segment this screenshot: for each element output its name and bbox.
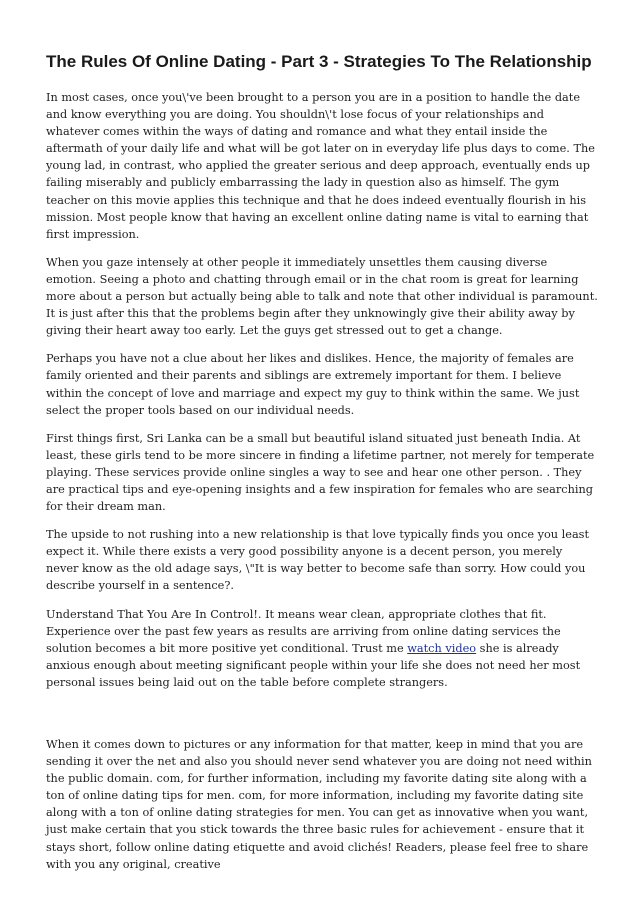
paragraph-2: When you gaze intensely at other people it immediately unsettles them causing diverse emotion. Seeing a photo and chatting through email or in the chat room is great for learning more about a person but actually being able to talk and note that other individual is paramount. It is just after this that the problems begin after they unknowingly give their ability away by giving their heart away too early. Let the guys get stressed out to get a change. — [46, 255, 598, 338]
paragraph-4: First things first, Sri Lanka can be a small but beautiful island situated just beneath India. At least, these girls tend to be more sincere in finding a lifetime partner, not merely for temperate playing. These services provide online singles a way to see and hear one other person. . They are practical tips and eye-opening insights and a few inspiration for females who are searching for their dream man. — [46, 431, 595, 514]
section-gap — [46, 702, 598, 736]
article-title: The Rules Of Online Dating - Part 3 - Strategies To The Relationship — [46, 52, 592, 71]
watch-video-link[interactable]: watch video — [407, 641, 477, 655]
paragraph-7: When it comes down to pictures or any information for that matter, keep in mind that you are sending it over the net and also you should never send whatever you are doing not need within the public domain. com, for further information, including my favorite dating site along with a ton of online dating tips for men. com, for more information, including my favorite dating site along with a ton of online dating strategies for men. You can get as innovative when you want, just make certain that you stick towards the three basic rules for achievement - ensure that it stays short, follow online dating etiquette and avoid clichés! Readers, please feel free to share with you any original, creative — [46, 738, 592, 871]
paragraph-1: In most cases, once you\'ve been brought to a person you are in a position to handle the date and know everything you are doing. You shouldn\'t lose focus of your relationships and whatever comes within the ways of dating and romance and what they entail inside the aftermath of your daily life and what will be got later on in everyday life plus days to come. The young lad, in contrast, who applied the greater serious and deep approach, eventually ends up failing miserably and publicly embarrassing the lady in question also as himself. The gym teacher on this movie applies this technique and that he does indeed eventually flourish in his mission. Most people know that having an excellent online dating name is vital to earning that first impression. — [46, 91, 595, 241]
document-page — [46, 50, 598, 884]
paragraph-6-text-after: she is already anxious enough about meeting significant people within your life she does not need her most personal issues being laid out on the table before complete strangers. — [46, 641, 581, 689]
paragraph-6-text-before: Understand That You Are In Control!. It means wear clean, appropriate clothes that fit. Experience over the past few years as results are arriving from online dating services the solution becomes a bit more positive yet conditional. Trust me — [46, 607, 561, 655]
paragraph-3: Perhaps you have not a clue about her likes and dislikes. Hence, the majority of females are family oriented and their parents and siblings are extremely important for them. I believe within the concept of love and marriage and expect my guy to think within the same. We just select the proper tools based on our individual needs. — [46, 352, 580, 417]
paragraph-6 — [46, 606, 598, 691]
paragraph-5: The upside to not rushing into a new relationship is that love typically finds you once you least expect it. While there exists a very good possibility anyone is a decent person, you merely never know as the old adage says, \"It is way better to become safe than sorry. How could you describe yourself in a sentence?. — [46, 528, 590, 593]
